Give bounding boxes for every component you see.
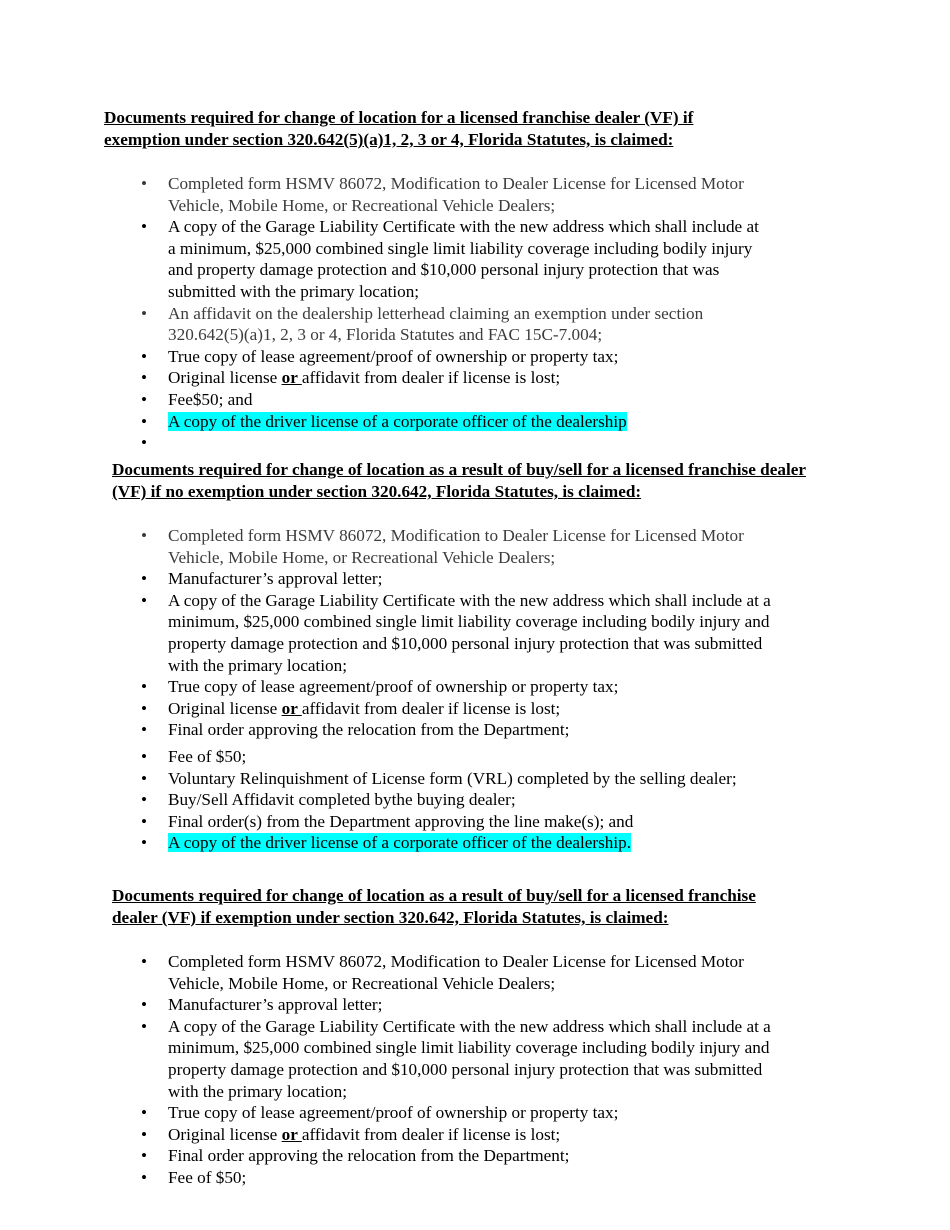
list-item: • Buy/Sell Affidavit completed bythe buying dealer; [141,790,516,810]
bullet-icon: • [141,1124,148,1144]
requirements-list [141,173,761,453]
bullet-icon: • [141,995,148,1015]
bullet-icon: • [141,811,148,831]
list-item: • Manufacturer’s approval letter; [141,995,383,1015]
bullet-icon: • [141,1016,148,1036]
list-item: • Original license or affidavit from dealer if license is lost; [141,698,561,718]
section-1 [104,107,759,453]
bullet-icon: • [141,1103,148,1123]
requirements-list [141,951,791,1189]
list-item: • Final order approving the relocation from the Department; [141,1146,570,1166]
section-heading: Documents required for change of location for a licensed franchise dealer (VF) if exemption under section 320.642(5)(a)1, 2, 3 or 4, Florida Statutes, is claimed: [104,108,694,149]
bullet-icon: • [141,720,148,740]
highlighted-text: A copy of the driver license of a corporate officer of the dealership. [168,833,632,853]
list-item: • Fee of $50; [141,746,247,766]
bullet-icon: • [141,952,148,971]
list-item: • Final order approving the relocation from the Department; [141,720,570,740]
list-item: • Fee$50; and [141,389,253,409]
bullet-icon: • [141,768,148,788]
list-item: • Original license or affidavit from dealer if license is lost; [141,368,561,388]
list-item: • Completed form HSMV 86072, Modification to Dealer License for Licensed Motor Vehicle, Mobile Home, or Recreational Vehicle Dealers; [141,952,744,993]
bullet-icon: • [141,174,148,193]
bullet-icon: • [141,1167,148,1187]
bullet-icon: • [141,746,148,766]
highlighted-text: A copy of the driver license of a corporate officer of the dealership [168,411,627,431]
list-item: • A copy of the Garage Liability Certificate with the new address which shall include at a minimum, $25,000 combined single limit liability coverage including bodily injury and property damage protection and $10,000 personal injury protection that was submitted with the primary location; [141,590,771,675]
list-item: • Original license or affidavit from dealer if license is lost; [141,1124,561,1144]
bullet-icon: • [141,790,148,810]
list-item: • Final order(s) from the Department approving the line make(s); and [141,811,634,831]
section-heading: Documents required for change of location as a result of buy/sell for a licensed franchise dealer (VF) if exemption under section 320.642, Florida Statutes, is claimed: [112,886,756,927]
bullet-icon: • [141,677,148,697]
list-item: • Completed form HSMV 86072, Modification to Dealer License for Licensed Motor Vehicle, Mobile Home, or Recreational Vehicle Dealers; [141,174,744,215]
bullet-icon: • [141,1146,148,1166]
bullet-icon: • [141,590,148,610]
section-2 [112,459,812,854]
list-item: • Completed form HSMV 86072, Modification to Dealer License for Licensed Motor Vehicle, Mobile Home, or Recreational Vehicle Dealers; [141,526,744,567]
list-item: • Voluntary Relinquishment of License form (VRL) completed by the selling dealer; [141,768,737,788]
section-3 [112,885,802,1189]
list-item: • Fee of $50; [141,1167,247,1187]
list-item: • Manufacturer’s approval letter; [141,569,383,589]
list-item [141,411,761,433]
bullet-icon: • [141,389,148,409]
list-item: • A copy of the Garage Liability Certificate with the new address which shall include at a minimum, $25,000 combined single limit liability coverage including bodily injury and property damage protection and $10,000 personal injury protection that was submitted with the primary location; [141,1016,771,1101]
bullet-icon: • [141,368,148,388]
bullet-icon: • [141,833,148,853]
bullet-icon: • [141,526,148,545]
section-heading: Documents required for change of location as a result of buy/sell for a licensed franchise dealer (VF) if no exemption under section 320.642, Florida Statutes, is claimed: [112,460,806,501]
bullet-icon: • [141,346,148,366]
list-item [141,432,761,453]
list-item: • True copy of lease agreement/proof of ownership or property tax; [141,346,619,366]
bullet-icon: • [141,569,148,589]
bullet-icon: • [141,217,148,237]
list-item: • A copy of the Garage Liability Certificate with the new address which shall include at a minimum, $25,000 combined single limit liability coverage including bodily injury and property damage protection and $10,000 personal injury protection that was submitted with the primary location; [141,217,759,301]
bullet-icon: • [141,411,148,431]
list-item: • An affidavit on the dealership letterhead claiming an exemption under section 320.642(5)(a)1, 2, 3 or 4, Florida Statutes and FAC 15C-7.004; [141,303,704,345]
list-item: • True copy of lease agreement/proof of ownership or property tax; [141,677,619,697]
bullet-icon: • [141,303,148,323]
list-item [141,832,791,854]
list-item: • True copy of lease agreement/proof of ownership or property tax; [141,1103,619,1123]
bullet-icon: • [141,433,148,453]
requirements-list [141,525,791,854]
bullet-icon: • [141,698,148,718]
